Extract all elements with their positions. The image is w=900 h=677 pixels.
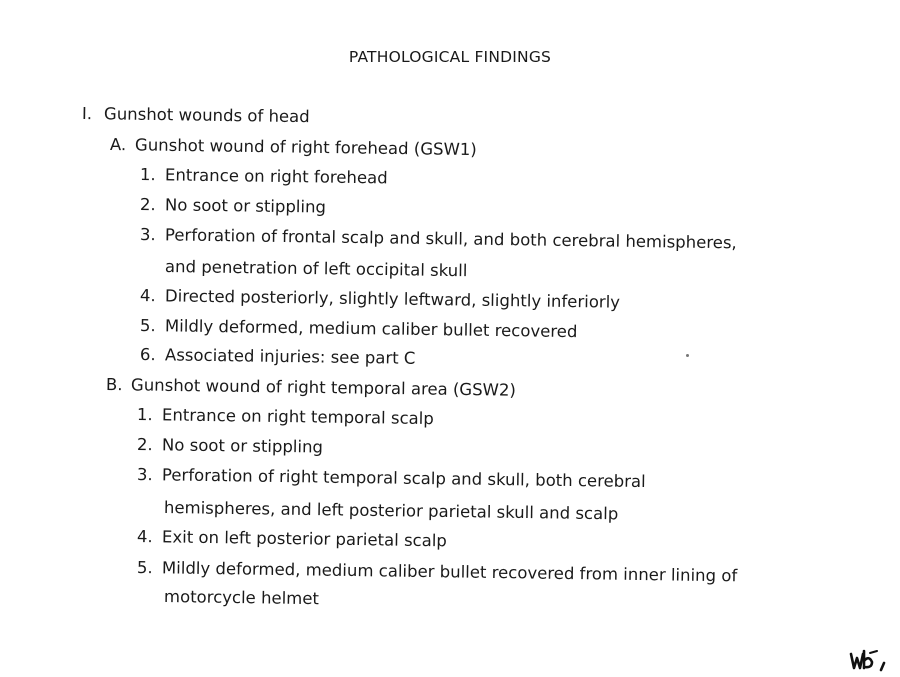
list-item-continuation — [164, 587, 319, 608]
page-title: PATHOLOGICAL FINDINGS — [348, 48, 552, 66]
list-item — [140, 286, 620, 312]
list-item-continuation — [164, 498, 619, 523]
list-item — [137, 558, 737, 585]
item-text: Directed posteriorly, slightly leftward, slightly inferiorly — [164, 286, 621, 312]
item-number: 2. — [139, 195, 156, 215]
item-number: 2. — [136, 435, 153, 455]
list-item — [137, 527, 447, 550]
item-text: No soot or stippling — [161, 435, 324, 457]
item-text: Entrance on right forehead — [164, 165, 388, 188]
scan-speck — [686, 354, 689, 357]
list-item — [137, 465, 646, 491]
item-number: 5. — [136, 558, 153, 578]
item-text: Perforation of frontal scalp and skull, and both cerebral hemispheres, — [164, 225, 737, 253]
subsection-letter: B. — [105, 375, 123, 395]
list-item — [140, 165, 388, 187]
section-text: Gunshot wounds of head — [103, 104, 310, 127]
list-item — [140, 225, 737, 252]
item-text: Mildly deformed, medium caliber bullet recovered — [164, 316, 578, 342]
item-text: Perforation of right temporal scalp and skull, both cerebral — [161, 465, 646, 492]
item-number: 3. — [139, 225, 156, 245]
list-item — [140, 316, 578, 341]
item-number: 3. — [136, 465, 153, 485]
item-number: 6. — [139, 345, 156, 365]
item-text: Mildly deformed, medium caliber bullet recovered from inner lining of — [161, 558, 738, 586]
section-heading-i — [82, 104, 310, 126]
list-item — [140, 195, 326, 217]
handwritten-initials — [848, 647, 892, 673]
list-item-continuation — [165, 257, 468, 280]
list-item — [137, 435, 323, 457]
subsection-text: Gunshot wound of right forehead (GSW1) — [134, 135, 477, 160]
subsection-text: Gunshot wound of right temporal area (GSW2) — [130, 375, 517, 400]
section-number: I. — [81, 104, 93, 124]
item-number: 4. — [136, 527, 153, 547]
item-text: and penetration of left occipital skull — [164, 257, 468, 281]
item-text: Exit on left posterior parietal scalp — [161, 527, 447, 551]
item-text: Entrance on right temporal scalp — [161, 405, 434, 429]
subsection-heading-a — [110, 135, 477, 159]
subsection-heading-b — [106, 375, 516, 400]
list-item — [137, 405, 434, 428]
item-text: motorcycle helmet — [163, 587, 320, 609]
item-number: 4. — [139, 286, 156, 306]
list-item — [140, 345, 416, 368]
item-text: hemispheres, and left posterior parietal skull and scalp — [163, 498, 619, 524]
item-number: 1. — [136, 405, 153, 425]
item-text: No soot or stippling — [164, 195, 327, 217]
subsection-letter: A. — [109, 135, 127, 155]
item-number: 5. — [139, 316, 156, 336]
item-number: 1. — [139, 165, 156, 185]
item-text: Associated injuries: see part C — [164, 345, 416, 368]
